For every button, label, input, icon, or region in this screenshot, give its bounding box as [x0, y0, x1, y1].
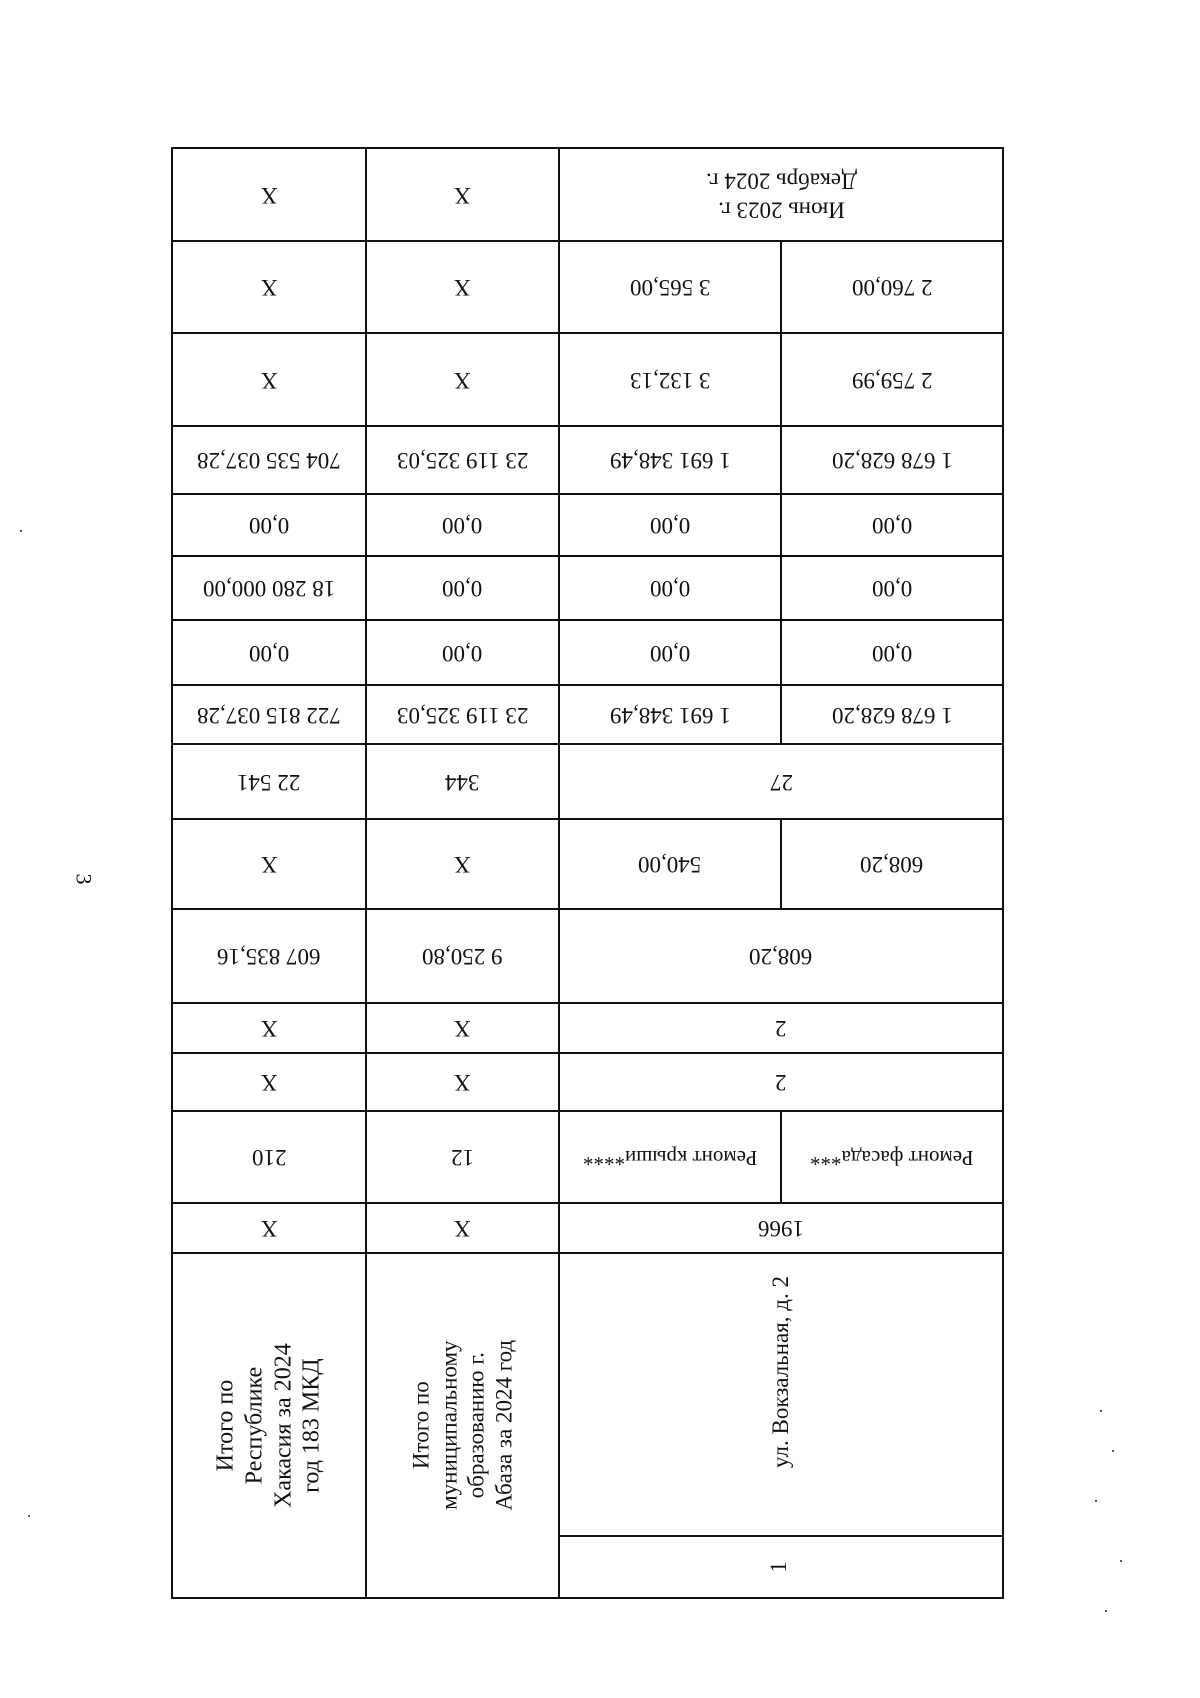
scan-speck: [1100, 1410, 1102, 1412]
scan-speck: [1112, 1450, 1114, 1452]
house-year-value: 1966: [758, 1216, 804, 1241]
house-period: [560, 149, 1002, 240]
house-f1-facade-value: 0,00: [871, 640, 913, 666]
republic-count-works-value: 210: [251, 1145, 287, 1170]
municipality-period: [367, 149, 558, 240]
republic-total-label-text: Итого по Республике Хакасия за 2024 год 183 МКД: [212, 1343, 325, 1508]
municipality-f4-value: 23 119 325,03: [396, 448, 529, 473]
house-area-facade-value: 608,20: [860, 852, 924, 877]
house-area-roof: [560, 820, 780, 908]
republic-cost1: [173, 334, 365, 425]
page-number: 3: [71, 873, 97, 885]
municipality-f2: [367, 557, 558, 619]
municipality-cost1: [367, 334, 558, 425]
republic-f1-value: 0,00: [248, 640, 290, 666]
house-number-value: 1: [766, 1561, 791, 1573]
house-year: [560, 1204, 1002, 1252]
republic-c2-value: X: [260, 1016, 278, 1041]
republic-year-value: X: [260, 1216, 278, 1241]
republic-f1: [173, 621, 365, 684]
municipality-total: [367, 686, 558, 743]
municipality-count-works: [367, 1112, 558, 1202]
municipality-residents-value: 344: [445, 769, 480, 795]
house-total-facade: [782, 686, 1002, 743]
municipality-year: [367, 1204, 558, 1252]
municipality-cost1-value: X: [454, 367, 471, 393]
republic-total-label: [173, 1254, 365, 1597]
scan-speck: [1095, 1500, 1097, 1502]
republic-area-split: [173, 820, 365, 908]
republic-f3-value: 0,00: [248, 513, 290, 538]
house-total-roof-value: 1 691 348,49: [609, 702, 731, 728]
municipality-c1: [367, 1054, 558, 1110]
house-f4-roof: [560, 427, 780, 493]
house-f1-roof-value: 0,00: [649, 640, 691, 666]
house-period-lines: [706, 166, 857, 224]
house-area-total-value: 608,20: [749, 944, 813, 969]
municipality-f1-value: 0,00: [442, 640, 483, 666]
republic-cost2-value: X: [260, 275, 278, 300]
house-f3-facade: [782, 495, 1002, 555]
house-f1-roof: [560, 621, 780, 684]
house-f1-facade: [782, 621, 1002, 684]
municipality-f1: [367, 621, 558, 684]
house-f4-roof-value: 1 691 348,49: [609, 448, 731, 473]
house-f2-roof: [560, 557, 780, 619]
republic-period-value: X: [260, 182, 278, 208]
municipality-total-value: 23 119 325,03: [396, 702, 529, 728]
scan-speck: [20, 530, 22, 532]
house-cost1-facade-value: 2 759,99: [851, 367, 933, 393]
scan-speck: [28, 1515, 30, 1517]
republic-total-value: 722 815 037,28: [197, 702, 341, 728]
house-work-facade-value: Ремонт фасада***: [810, 1145, 974, 1170]
house-f2-facade: [782, 557, 1002, 619]
house-number: [560, 1537, 1002, 1597]
municipality-total-label-text: Итого по муниципальному образованию г. Абаза за 2024 год: [408, 1340, 517, 1511]
house-residents-value: 27: [769, 769, 793, 795]
republic-f2-value: 18 280 000,00: [202, 576, 336, 601]
house-work-facade: [782, 1112, 1002, 1202]
house-address: [560, 1254, 1002, 1535]
house-f4-facade-value: 1 678 628,20: [831, 448, 953, 473]
republic-period: [173, 149, 365, 240]
republic-cost1-value: X: [260, 367, 278, 393]
municipality-area-total-value: 9 250,80: [422, 944, 503, 969]
republic-year: [173, 1204, 365, 1252]
house-cost2-roof: [560, 242, 780, 332]
republic-residents-value: 22 541: [237, 769, 301, 795]
house-area-roof-value: 540,00: [638, 852, 702, 877]
municipality-f3-value: 0,00: [442, 513, 483, 538]
municipality-cost2: [367, 242, 558, 332]
municipality-area-total: [367, 910, 558, 1002]
house-period-start: Июнь 2023 г.: [717, 197, 845, 223]
house-cost1-facade: [782, 334, 1002, 425]
republic-area-total: [173, 910, 365, 1002]
municipality-f2-value: 0,00: [442, 576, 483, 601]
house-f3-roof: [560, 495, 780, 555]
republic-f4: [173, 427, 365, 493]
house-f4-facade: [782, 427, 1002, 493]
republic-f2: [173, 557, 365, 619]
municipality-area-split: [367, 820, 558, 908]
house-f3-facade-value: 0,00: [871, 513, 913, 538]
municipality-c2: [367, 1004, 558, 1052]
municipality-period-value: X: [454, 182, 471, 208]
republic-area-total-value: 607 835,16: [217, 944, 321, 969]
republic-total: [173, 686, 365, 743]
municipality-residents: [367, 745, 558, 818]
house-cost2-facade: [782, 242, 1002, 332]
house-area-facade: [782, 820, 1002, 908]
house-cost1-roof-value: 3 132,13: [629, 367, 711, 393]
house-cost2-facade-value: 2 760,00: [851, 275, 933, 300]
municipality-year-value: X: [454, 1216, 471, 1241]
scan-speck: [1120, 1560, 1122, 1562]
house-f3-roof-value: 0,00: [649, 513, 691, 538]
house-f2-roof-value: 0,00: [649, 576, 691, 601]
republic-count-works: [173, 1112, 365, 1202]
house-address-value: ул. Вокзальная, д. 2: [767, 1276, 793, 1468]
municipality-f3: [367, 495, 558, 555]
municipality-area-split-value: X: [454, 852, 471, 877]
house-total-facade-value: 1 678 628,20: [831, 702, 953, 728]
house-work-roof: [560, 1112, 780, 1202]
municipality-f4: [367, 427, 558, 493]
republic-f3: [173, 495, 365, 555]
house-f2-facade-value: 0,00: [871, 576, 913, 601]
municipality-c1-value: X: [454, 1070, 471, 1095]
house-cost1-roof: [560, 334, 780, 425]
house-c1: [560, 1054, 1002, 1110]
house-area-total: [560, 910, 1002, 1002]
house-c1-value: 2: [775, 1070, 787, 1095]
scan-speck: [1105, 1610, 1107, 1612]
house-work-roof-value: Ремонт крыши****: [582, 1145, 758, 1170]
municipality-c2-value: X: [454, 1016, 471, 1041]
republic-c1: [173, 1054, 365, 1110]
republic-residents: [173, 745, 365, 818]
municipality-cost2-value: X: [454, 275, 471, 300]
republic-c2: [173, 1004, 365, 1052]
republic-f4-value: 704 535 037,28: [197, 448, 341, 473]
house-period-end: Декабрь 2024 г.: [705, 168, 857, 194]
republic-cost2: [173, 242, 365, 332]
house-c2: [560, 1004, 1002, 1052]
house-c2-value: 2: [775, 1016, 787, 1041]
house-total-roof: [560, 686, 780, 743]
municipality-total-label: [367, 1254, 558, 1597]
republic-c1-value: X: [260, 1070, 278, 1095]
municipality-count-works-value: 12: [451, 1145, 474, 1170]
republic-area-split-value: X: [260, 852, 278, 877]
house-residents: [560, 745, 1002, 818]
house-cost2-roof-value: 3 565,00: [629, 275, 711, 300]
